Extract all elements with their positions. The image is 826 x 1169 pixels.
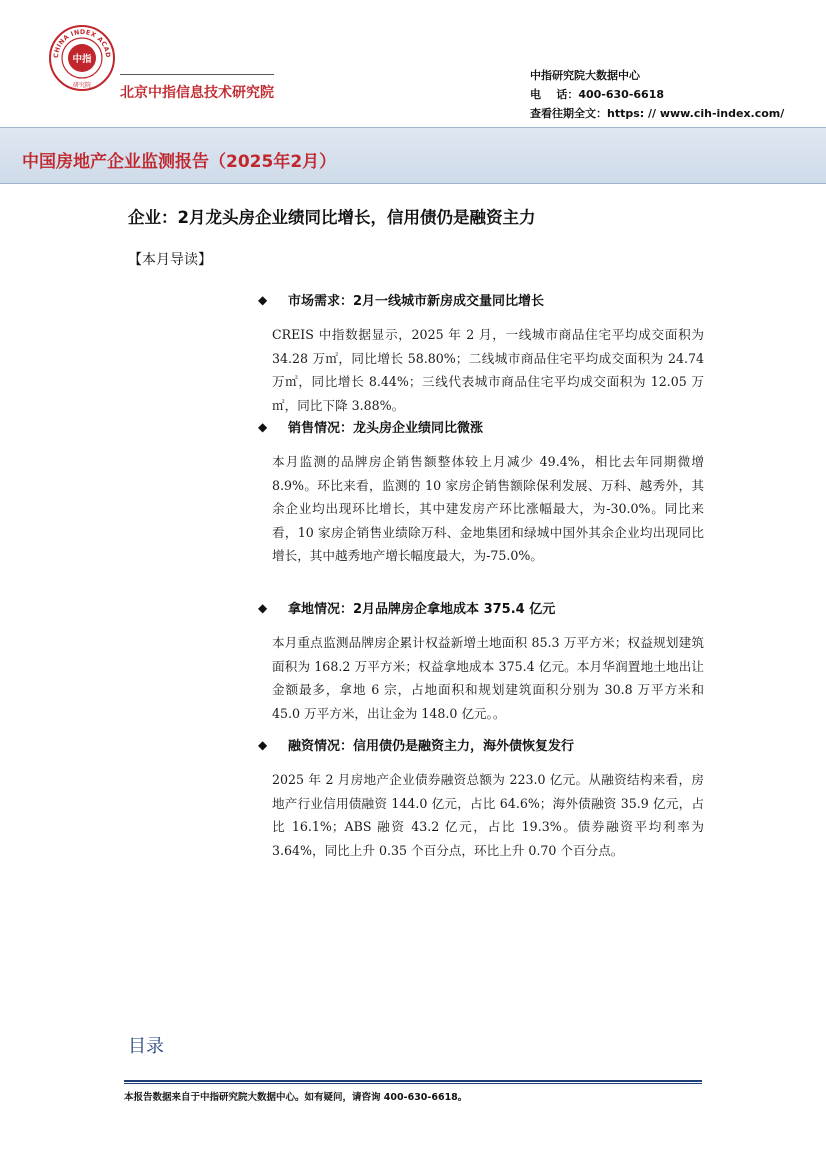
site-label: 查看往期全文： [530, 107, 607, 120]
section-heading-text: 融资情况：信用债仍是融资主力，海外债恢复发行 [288, 739, 575, 754]
academy-logo [48, 24, 116, 92]
logo-underline [120, 74, 274, 75]
section-heading [258, 735, 708, 754]
logo-bottom-text: 研究院 [72, 82, 92, 89]
contact-center-name: 中指研究院大数据中心 [530, 69, 640, 82]
section-body: 2025 年 2 月房地产企业债券融资总额为 223.0 亿元。从融资结构来看，房地产行业信用债融资 144.0 亿元，占比 64.6%；海外债融资 35.9 亿元，占比 16.1%；ABS 融资 43.2 亿元，占比 19.3%。债券融资平均利率为 3.64%，同比上升 0.35 个百分点，环比上升 0.70 个百分点。 [272, 772, 704, 858]
phone-label: 电 话： [530, 88, 579, 101]
section-land [258, 598, 708, 725]
toc-title: 目录 [128, 1036, 164, 1057]
phone-number: 400-630-6618 [578, 88, 664, 101]
diamond-bullet-icon: ◆ [258, 292, 268, 307]
contact-line-phone [530, 85, 784, 104]
section-body: CREIS 中指数据显示，2025 年 2 月，一线城市商品住宅平均成交面积为 34.28 万㎡，同比增长 58.80%；二线城市商品住宅平均成交面积为 24.74 万㎡，同比增长 8.44%；三线代表城市商品住宅平均成交面积为 12.05 万㎡，同比下降 3.88%。 [272, 327, 704, 413]
logo-ring-text: CHINA INDEX ACAD [52, 28, 112, 59]
section-body: 本月重点监测品牌房企累计权益新增土地面积 85.3 万平方米；权益规划建筑面积为 168.2 万平方米；权益拿地成本 375.4 亿元。本月华润置地土地出让金额最多，拿地 6 宗，占地面积和规划建筑面积分别为 30.8 万平方米和 45.0 万平方米，出让金为 148.0 亿元。。 [272, 635, 704, 721]
contact-line-center [530, 66, 784, 85]
contact-block [530, 66, 784, 123]
section-heading [258, 290, 708, 309]
section-body: 本月监测的品牌房企销售额整体较上月减少 49.4%，相比去年同期微增 8.9%。环比来看，监测的 10 家房企销售额除保利发展、万科、越秀外，其余企业均出现环比增长，其中建发房产环比涨幅最大，为-30.0%。同比来看，10 家房企销售业绩除万科、金地集团和绿城中国外其余企业均出现同比增长，其中越秀地产增长幅度最大，为-75.0%。 [272, 454, 704, 563]
section-heading-text: 拿地情况：2月品牌房企拿地成本 375.4 亿元 [288, 602, 556, 617]
report-title: 中国房地产企业监测报告（2025年2月） [22, 152, 337, 172]
footer-rule [124, 1080, 702, 1082]
section-financing [258, 735, 708, 862]
diamond-bullet-icon: ◆ [258, 600, 268, 615]
footer-rule-thin [124, 1083, 702, 1084]
footer-note: 本报告数据来自于中指研究院大数据中心。如有疑问，请咨询 400-630-6618。 [124, 1092, 468, 1103]
site-link[interactable]: https: // www.cih-index.com/ [607, 107, 785, 120]
page-headline: 企业：2月龙头房企业绩同比增长，信用债仍是融资主力 [128, 208, 536, 227]
section-sales [258, 417, 708, 568]
section-heading-text: 市场需求：2月一线城市新房成交量同比增长 [288, 294, 545, 309]
contact-line-site [530, 104, 784, 123]
section-heading [258, 417, 708, 436]
section-heading [258, 598, 708, 617]
diamond-bullet-icon: ◆ [258, 737, 268, 752]
section-market-demand [258, 290, 708, 417]
section-heading-text: 销售情况：龙头房企业绩同比微涨 [288, 421, 484, 436]
org-name: 北京中指信息技术研究院 [120, 85, 274, 101]
diamond-bullet-icon: ◆ [258, 419, 268, 434]
logo-center-text: 中指 [72, 54, 92, 65]
intro-tag: 【本月导读】 [128, 252, 212, 268]
